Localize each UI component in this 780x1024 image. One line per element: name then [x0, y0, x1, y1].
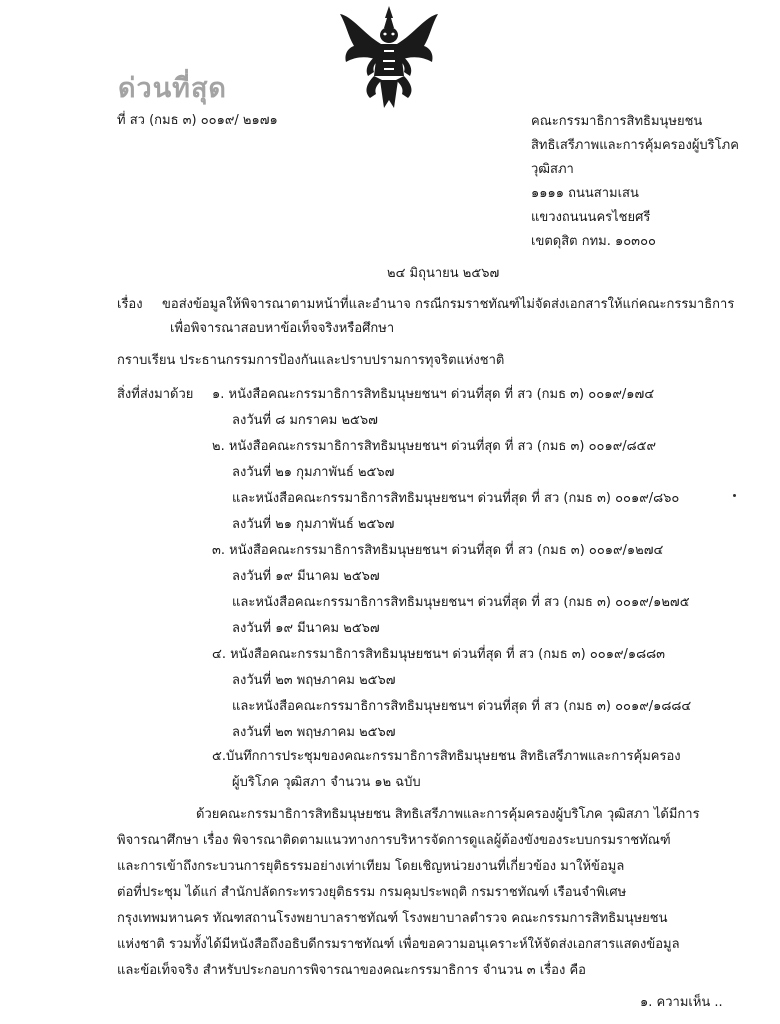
reference-number: ที่ สว (กมธ ๓) ๐๐๑๙/ ๒๑๗๑ — [117, 113, 278, 128]
address-line: แขวงถนนนครไชยศรี — [531, 210, 651, 225]
continuation-marker: ๑. ความเห็น .. — [640, 995, 723, 1010]
enclosure-item: ๒. หนังสือคณะกรรมาธิการสิทธิมนุษยชนฯ ด่วนที่สุด ที่ สว (กมธ ๓) ๐๐๑๙/๘๕๙ — [212, 439, 656, 454]
enclosure-item-date: ลงวันที่ ๒๓ พฤษภาคม ๒๕๖๗ — [232, 725, 396, 740]
address-line: วุฒิสภา — [531, 162, 574, 177]
stray-mark — [733, 494, 736, 497]
address-line: คณะกรรมาธิการสิทธิมนุษยชน — [531, 114, 703, 129]
body-line: แห่งชาติ รวมทั้งได้มีหนังสือถึงอธิบดีกรมราชทัณฑ์ เพื่อขอความอนุเคราะห์ให้จัดส่งเอกสารแสดงข้อมูล — [117, 937, 680, 952]
enclosure-item-date: ลงวันที่ ๒๑ กุมภาพันธ์ ๒๕๖๗ — [232, 465, 395, 480]
enclosure-item-cont: ผู้บริโภค วุฒิสภา จำนวน ๑๒ ฉบับ — [232, 775, 421, 790]
subject-line-1: ขอส่งข้อมูลให้พิจารณาตามหน้าที่และอำนาจ กรณีกรมราชทัณฑ์ไม่จัดส่งเอกสารให้แก่คณะกรรมาธิการ — [162, 297, 735, 312]
enclosure-item-date: ลงวันที่ ๒๓ พฤษภาคม ๒๕๖๗ — [232, 673, 396, 688]
enclosure-item: และหนังสือคณะกรรมาธิการสิทธิมนุษยชนฯ ด่วนที่สุด ที่ สว (กมธ ๓) ๐๐๑๙/๘๖๐ — [232, 491, 680, 506]
enclosure-item-date: ลงวันที่ ๑๙ มีนาคม ๒๕๖๗ — [232, 621, 380, 636]
enclosure-item: และหนังสือคณะกรรมาธิการสิทธิมนุษยชนฯ ด่วนที่สุด ที่ สว (กมธ ๓) ๐๐๑๙/๑๘๘๔ — [232, 699, 692, 714]
subject-label: เรื่อง — [117, 297, 143, 312]
body-line: กรุงเทพมหานคร ทัณฑสถานโรงพยาบาลราชทัณฑ์ โรงพยาบาลตำรวจ คณะกรรมการสิทธิมนุษยชน — [117, 911, 668, 926]
enclosures-label: สิ่งที่ส่งมาด้วย — [117, 387, 194, 402]
enclosure-item-date: ลงวันที่ ๒๑ กุมภาพันธ์ ๒๕๖๗ — [232, 517, 395, 532]
salutation: กราบเรียน ประธานกรรมการป้องกันและปราบปรามการทุจริตแห่งชาติ — [117, 353, 505, 368]
address-line: ๑๑๑๑ ถนนสามเสน — [531, 186, 639, 201]
enclosure-item: และหนังสือคณะกรรมาธิการสิทธิมนุษยชนฯ ด่วนที่สุด ที่ สว (กมธ ๓) ๐๐๑๙/๑๒๗๕ — [232, 595, 690, 610]
body-line: และข้อเท็จจริง สำหรับประกอบการพิจารณาของคณะกรรมาธิการ จำนวน ๓ เรื่อง คือ — [117, 963, 586, 978]
subject-line-2: เพื่อพิจารณาสอบหาข้อเท็จจริงหรือศึกษา — [170, 321, 395, 336]
enclosure-item: ๑. หนังสือคณะกรรมาธิการสิทธิมนุษยชนฯ ด่วนที่สุด ที่ สว (กมธ ๓) ๐๐๑๙/๑๗๔ — [212, 387, 655, 402]
address-line: สิทธิเสรีภาพและการคุ้มครองผู้บริโภค — [531, 138, 739, 153]
body-line: พิจารณาศึกษา เรื่อง พิจารณาติดตามแนวทางการบริหารจัดการดูแลผู้ต้องขังของระบบกรมราชทัณฑ์ — [117, 833, 671, 848]
address-line: เขตดุสิต กทม. ๑๐๓๐๐ — [531, 234, 656, 249]
enclosure-item-date: ลงวันที่ ๑๙ มีนาคม ๒๕๖๗ — [232, 569, 380, 584]
body-line: และการเข้าถึงกระบวนการยุติธรรมอย่างเท่าเทียม โดยเชิญหน่วยงานที่เกี่ยวข้อง มาให้ข้อมูล — [117, 859, 625, 874]
urgency-stamp: ด่วนที่สุด — [118, 73, 227, 104]
enclosure-item: ๔. หนังสือคณะกรรมาธิการสิทธิมนุษยชนฯ ด่วนที่สุด ที่ สว (กมธ ๓) ๐๐๑๙/๑๘๘๓ — [212, 647, 666, 662]
letter-date: ๒๔ มิถุนายน ๒๕๖๗ — [387, 266, 500, 281]
enclosure-item: ๕.บันทึกการประชุมของคณะกรรมาธิการสิทธิมนุษยชน สิทธิเสรีภาพและการคุ้มครอง — [212, 749, 681, 764]
garuda-emblem-icon — [334, 4, 444, 114]
enclosure-item: ๓. หนังสือคณะกรรมาธิการสิทธิมนุษยชนฯ ด่วนที่สุด ที่ สว (กมธ ๓) ๐๐๑๙/๑๒๗๔ — [212, 543, 664, 558]
body-line: ต่อที่ประชุม ได้แก่ สำนักปลัดกระทรวงยุติธรรม กรมคุมประพฤติ กรมราชทัณฑ์ เรือนจำพิเศษ — [117, 885, 627, 900]
enclosure-item-date: ลงวันที่ ๘ มกราคม ๒๕๖๗ — [232, 413, 378, 428]
body-line: ด้วยคณะกรรมาธิการสิทธิมนุษยชน สิทธิเสรีภาพและการคุ้มครองผู้บริโภค วุฒิสภา ได้มีการ — [196, 807, 700, 822]
